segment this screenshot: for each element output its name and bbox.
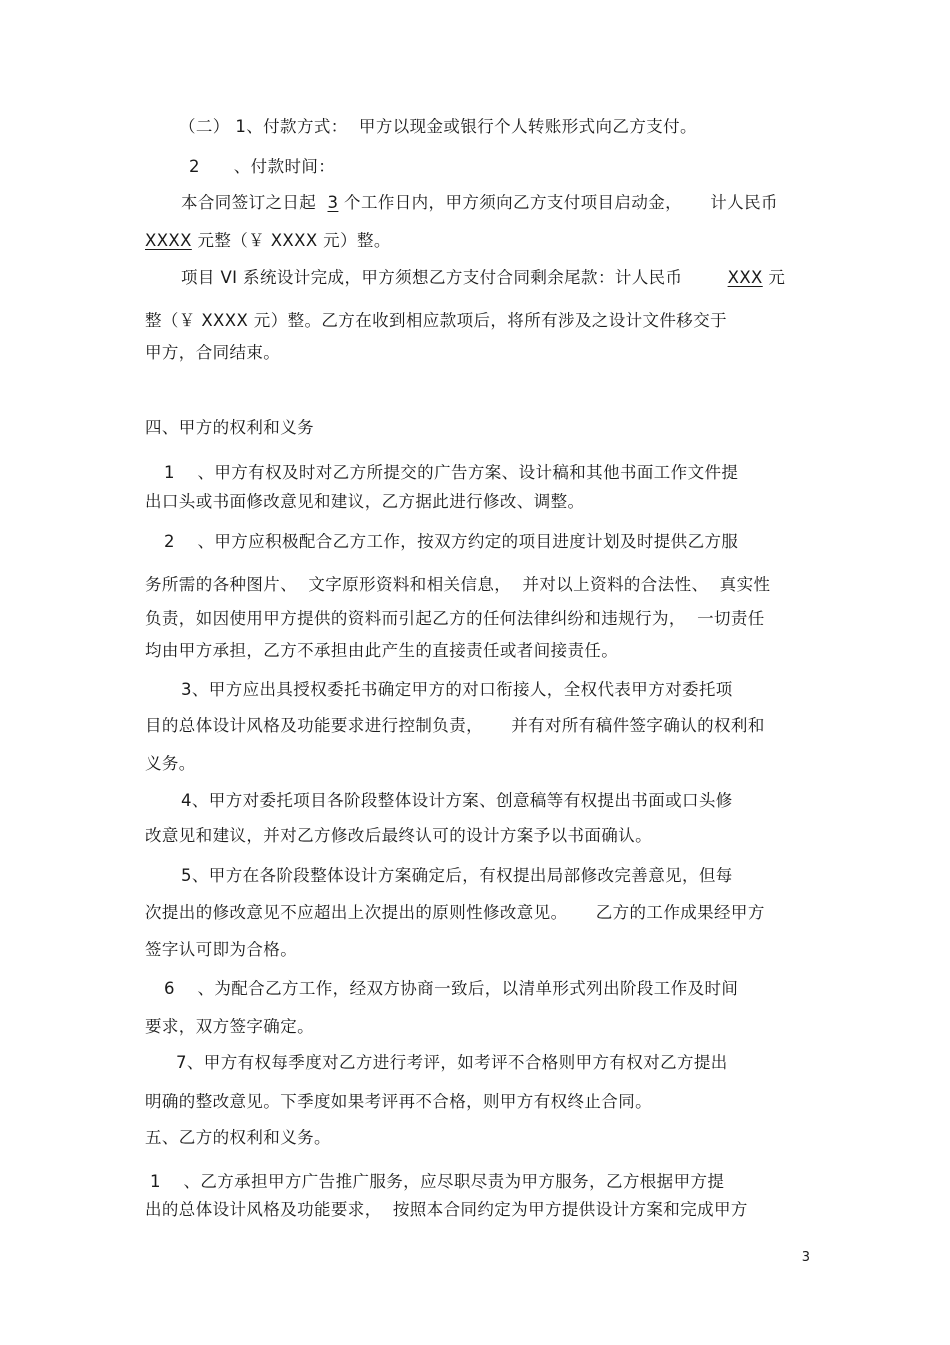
section-4-line: 次提出的修改意见不应超出上次提出的原则性修改意见。 乙方的工作成果经甲方	[145, 903, 765, 922]
payment-start-text-2: 个工作日内，甲方须向乙方支付项目启动金， 计人民币	[338, 193, 778, 212]
section-4-line: 6 、为配合乙方工作，经双方协商一致后，以清单形式列出阶段工作及时间	[164, 979, 739, 998]
payment-time-heading: 2 、付款时间：	[189, 157, 336, 176]
section-5-line: 出的总体设计风格及功能要求， 按照本合同约定为甲方提供设计方案和完成甲方	[145, 1200, 748, 1219]
section-4-line: 签字认可即为合格。	[145, 940, 298, 959]
section-5-line: 1 、乙方承担甲方广告推广服务，应尽职尽责为甲方服务，乙方根据甲方提	[150, 1172, 725, 1191]
final-payment-line-3: 甲方，合同结束。	[145, 343, 281, 362]
section-4-line: 2 、甲方应积极配合乙方工作，按双方约定的项目进度计划及时提供乙方服	[164, 532, 739, 551]
payment-start-amount-line	[145, 231, 391, 251]
section-4-line: 均由甲方承担，乙方不承担由此产生的直接责任或者间接责任。	[145, 641, 619, 660]
page-number: 3	[801, 1250, 810, 1265]
final-payment-unit: 元	[762, 268, 786, 287]
section-4-line: 出口头或书面修改意见和建议，乙方据此进行修改、调整。	[145, 492, 585, 511]
section-4-line: 明确的整改意见。下季度如果考评再不合格，则甲方有权终止合同。	[145, 1092, 652, 1111]
final-amount-value: XXX	[727, 268, 763, 287]
section-4-title: 四、甲方的权利和义务	[145, 418, 314, 437]
section-4-line: 义务。	[145, 754, 196, 773]
section-4-line: 目的总体设计风格及功能要求进行控制负责， 并有对所有稿件签字确认的权利和	[145, 716, 765, 735]
start-amount-text: 元整（￥ XXXX 元）整。	[191, 231, 391, 250]
payment-start-line	[181, 193, 778, 213]
section-4-line: 改意见和建议，并对乙方修改后最终认可的设计方案予以书面确认。	[145, 826, 652, 845]
section-4-line: 4、甲方对委托项目各阶段整体设计方案、创意稿等有权提出书面或口头修	[181, 791, 733, 810]
final-payment-line	[181, 268, 785, 288]
section-4-line: 5、甲方在各阶段整体设计方案确定后，有权提出局部修改完善意见，但每	[181, 866, 733, 885]
section-4-line: 要求，双方签字确定。	[145, 1017, 314, 1036]
final-payment-line-2: 整（￥ XXXX 元）整。乙方在收到相应款项后，将所有涉及之设计文件移交于	[145, 311, 728, 330]
section-4-line: 7、甲方有权每季度对乙方进行考评，如考评不合格则甲方有权对乙方提出	[176, 1053, 728, 1072]
section-4-line: 3、甲方应出具授权委托书确定甲方的对口衔接人，全权代表甲方对委托项	[181, 680, 733, 699]
payment-method-line: （二） 1、付款方式： 甲方以现金或银行个人转账形式向乙方支付。	[179, 117, 697, 136]
payment-start-text: 本合同签订之日起	[181, 193, 328, 212]
final-payment-text: 项目 VI 系统设计完成，甲方须想乙方支付合同剩余尾款：计人民币	[181, 268, 728, 287]
working-days-value: 3	[327, 193, 339, 212]
start-amount-value: XXXX	[145, 231, 192, 250]
section-4-line: 负责，如因使用甲方提供的资料而引起乙方的任何法律纠纷和违规行为， 一切责任	[145, 609, 765, 628]
section-4-line: 务所需的各种图片、 文字原形资料和相关信息， 并对以上资料的合法性、 真实性	[145, 575, 771, 594]
section-4-line: 1 、甲方有权及时对乙方所提交的广告方案、设计稿和其他书面工作文件提	[164, 463, 739, 482]
section-5-title: 五、乙方的权利和义务。	[145, 1128, 331, 1147]
